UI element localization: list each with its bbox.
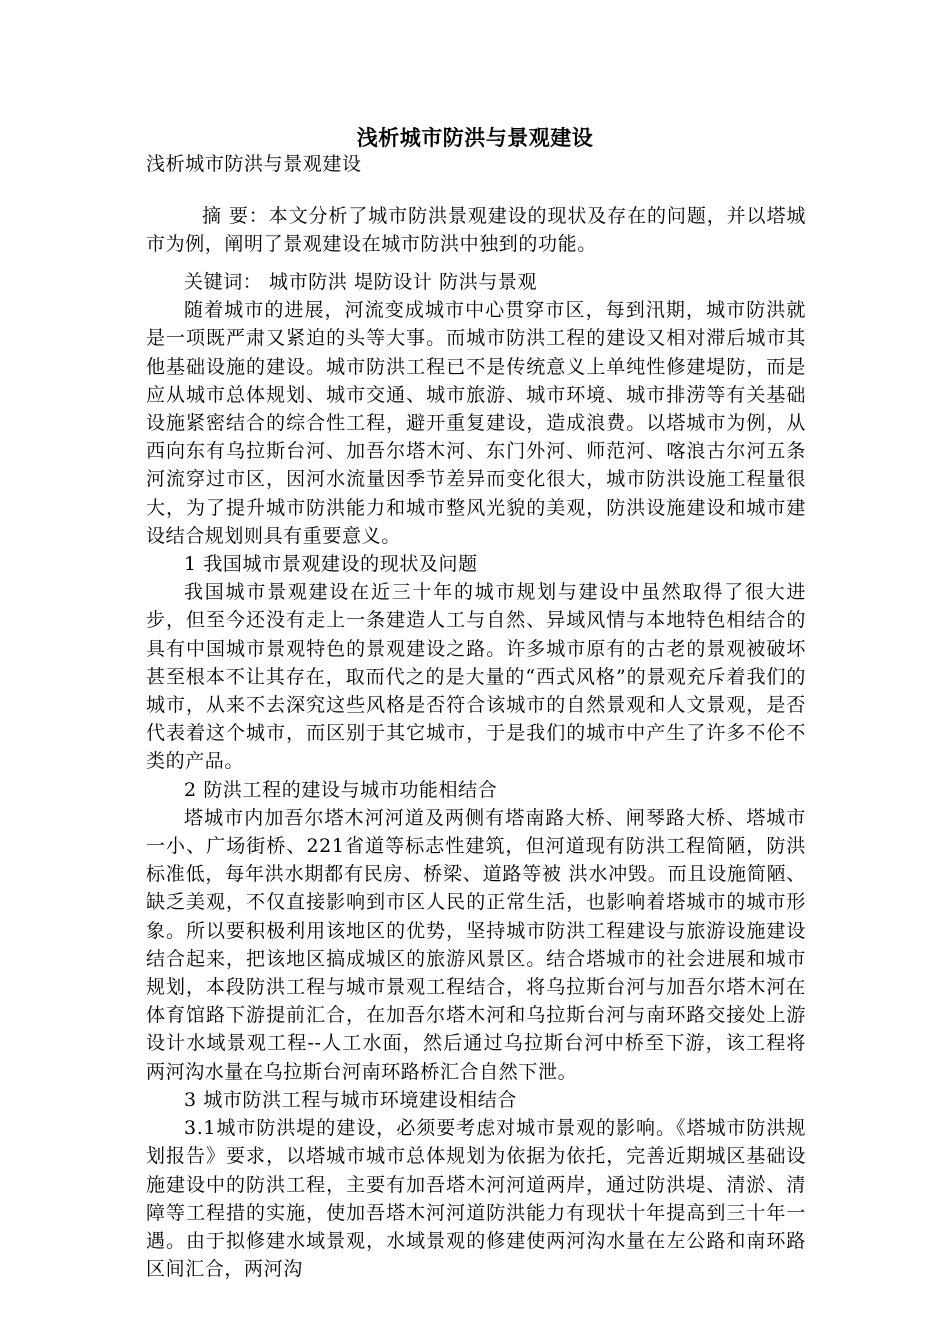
keywords-line: 关键词： 城市防洪 堤防设计 防洪与景观 [184, 271, 538, 293]
body-paragraph: 3.1城市防洪堤的建设，必须要考虑对城市景观的影响。《塔城市防洪规划报告》要求，以塔城市城市总体规划为依据为依托，完善近期城区基础设施建设中的防洪工程，主要有加吾塔木河河道两岸，通过防洪堤、清淤、清障等工程措的实施，使加吾塔木河河道防洪能力有现状十年提高到三十年一遇。由于拟修建水域景观，水域景观的修建使两河沟水量在左公路和南环路区间汇合，两河沟 [146, 1117, 806, 1281]
body-paragraph: 随着城市的进展，河流变成城市中心贯穿市区，每到汛期，城市防洪就是一项既严肃又紧迫的头等大事。而城市防洪工程的建设又相对滞后城市其他基础设施的建设。城市防洪工程已不是传统意义上单纯性修建堤防，而是应从城市总体规划、城市交通、城市旅游、城市环境、城市排涝等有关基础设施紧密结合的综合性工程，避开重复建设，造成浪费。以塔城市为例，从西向东有乌拉斯台河、加吾尔塔木河、东门外河、师范河、喀浪古尔河五条河流穿过市区，因河水流量因季节差异而变化很大，城市防洪设施工程量很大，为了提升城市防洪能力和城市整风光貌的美观，防洪设施建设和城市建设结合规划则具有重要意义。 [146, 299, 806, 547]
document-subtitle: 浅析城市防洪与景观建设 [146, 153, 362, 175]
section-heading: 2 防洪工程的建设与城市功能相结合 [184, 778, 498, 801]
body-paragraph: 我国城市景观建设在近三十年的城市规划与建设中虽然取得了很大进步，但至今还没有走上一条建造人工与自然、异域风情与本地特色相结合的具有中国城市景观特色的景观建设之路。许多城市原有的古老的景观被破坏甚至根本不让其存在，取而代之的是大量的“西式风格”的景观充斥着我们的城市，从来不去深究这些风格是否符合该城市的自然景观和人文景观，是否代表着这个城市，而区别于其它城市，于是我们的城市中产生了许多不伦不类的产品。 [146, 581, 806, 773]
document-title: 浅析城市防洪与景观建设 [356, 125, 594, 150]
body-paragraph: 塔城市内加吾尔塔木河河道及两侧有塔南路大桥、闸琴路大桥、塔城市一小、广场街桥、221省道等标志性建筑，但河道现有防洪工程简陋，防洪标准低，每年洪水期都有民房、桥梁、道路等被 洪水冲毁。而且设施简陋、缺乏美观，不仅直接影响到市区人民的正常生活，也影响着塔城市的城市形象。所以要积极利用该地区的优势，坚持城市防洪工程建设与旅游设施建设结合起来，把该地区搞成城区的旅游风景区。结合塔城市的社会进展和城市规划，本段防洪工程与城市景观工程结合，将乌拉斯台河与加吾尔塔木河在体育馆路下游提前汇合，在加吾尔塔木河和乌拉斯台河与南环路交接处上游设计水域景观工程--人工水面，然后通过乌拉斯台河中桥至下游，该工程将两河沟水量在乌拉斯台河南环路桥汇合自然下泄。 [146, 806, 806, 1083]
section-heading: 3 城市防洪工程与城市环境建设相结合 [184, 1088, 517, 1111]
body-text [146, 268, 806, 1283]
section-heading: 1 我国城市景观建设的现状及问题 [184, 553, 478, 576]
abstract-paragraph: 摘 要：本文分析了城市防洪景观建设的现状及存在的问题，并以塔城市为例，阐明了景观建设在城市防洪中独到的功能。 [146, 205, 806, 256]
